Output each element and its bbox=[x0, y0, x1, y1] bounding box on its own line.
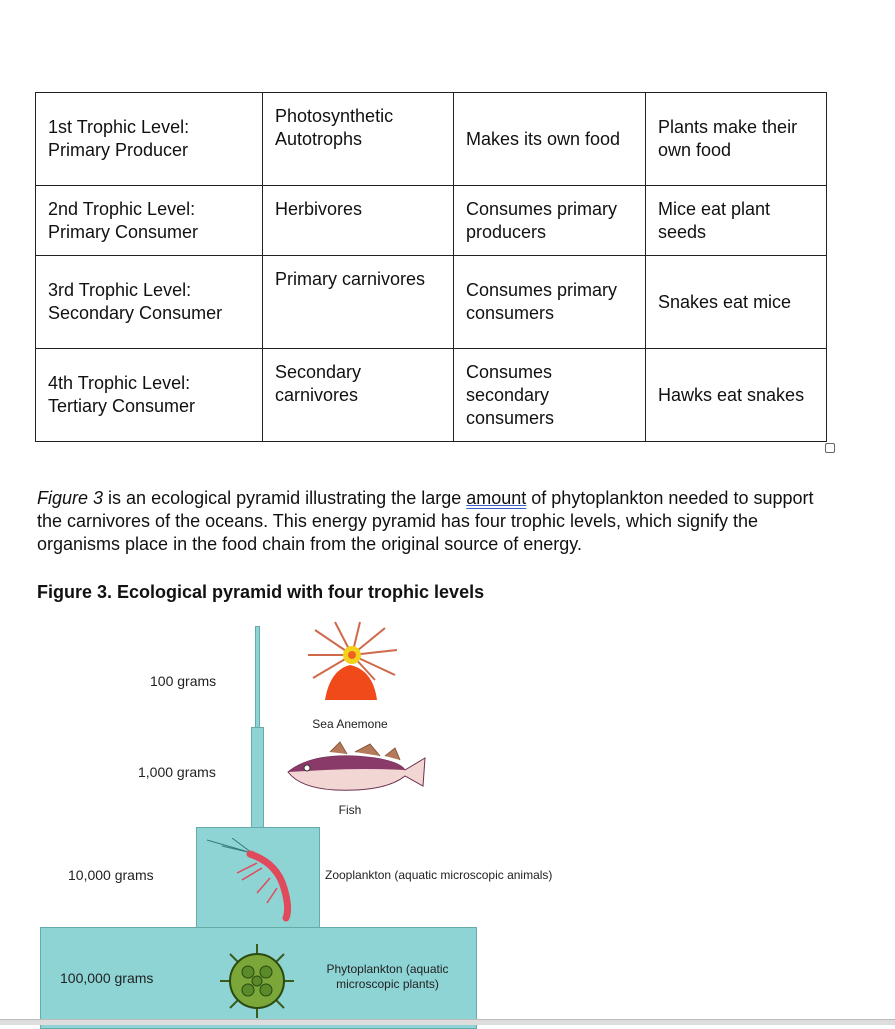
table-resize-handle[interactable] bbox=[825, 443, 835, 453]
table-row bbox=[36, 256, 827, 349]
paragraph-text: is an ecological pyramid illustrating the large bbox=[103, 488, 467, 508]
figure-title: Figure 3. Ecological pyramid with four trophic levels bbox=[37, 582, 485, 602]
table-cell: Makes its own food bbox=[454, 93, 646, 186]
sea-anemone-icon bbox=[305, 620, 400, 710]
mass-label: 10,000 grams bbox=[68, 867, 154, 883]
table-cell: 1st Trophic Level: Primary Producer bbox=[36, 93, 263, 186]
table-cell: Consumes primary producers bbox=[454, 186, 646, 256]
mass-label: 100,000 grams bbox=[60, 970, 154, 986]
table-cell: Herbivores bbox=[263, 186, 454, 256]
figure-reference: Figure 3 bbox=[37, 488, 104, 508]
table-cell: 4th Trophic Level: Tertiary Consumer bbox=[36, 349, 263, 442]
pyramid-level-1 bbox=[255, 626, 260, 729]
phytoplankton-icon bbox=[218, 942, 296, 1020]
organism-label: Sea Anemone bbox=[312, 717, 388, 731]
table-cell: Hawks eat snakes bbox=[646, 349, 827, 442]
organism-label: Phytoplankton (aquatic microscopic plants) bbox=[326, 962, 449, 991]
pyramid-level-2 bbox=[251, 727, 264, 829]
table-row bbox=[36, 349, 827, 442]
table-cell: Consumes primary consumers bbox=[454, 256, 646, 349]
organism-label: Fish bbox=[338, 803, 362, 817]
mass-label: 100 grams bbox=[150, 673, 217, 689]
table-row bbox=[36, 93, 827, 186]
body-paragraph bbox=[37, 487, 837, 556]
organism-label: Zooplankton (aquatic microscopic animals) bbox=[325, 868, 553, 882]
table-cell: 2nd Trophic Level: Primary Consumer bbox=[36, 186, 263, 256]
table-cell: Mice eat plant seeds bbox=[646, 186, 827, 256]
paragraph-text: of phytoplankton needed to support the carnivores of the oceans. This energy pyramid has four trophic levels, which signify the organisms place in the food chain from the original source of energy. bbox=[37, 488, 814, 554]
trophic-level-table bbox=[35, 92, 827, 442]
table-cell: Plants make their own food bbox=[646, 93, 827, 186]
table-cell: Primary carnivores bbox=[263, 256, 454, 349]
table-cell: Secondary carnivores bbox=[263, 349, 454, 442]
window-bottom-edge bbox=[0, 1019, 895, 1025]
table-cell: 3rd Trophic Level: Secondary Consumer bbox=[36, 256, 263, 349]
fish-icon bbox=[285, 740, 430, 802]
table-cell: Snakes eat mice bbox=[646, 256, 827, 349]
shrimp-icon bbox=[202, 838, 297, 923]
table-row bbox=[36, 186, 827, 256]
table-cell: Consumes secondary consumers bbox=[454, 349, 646, 442]
spellcheck-word[interactable]: amount bbox=[466, 488, 527, 508]
mass-label: 1,000 grams bbox=[138, 764, 216, 780]
table-cell: Photosynthetic Autotrophs bbox=[263, 93, 454, 186]
